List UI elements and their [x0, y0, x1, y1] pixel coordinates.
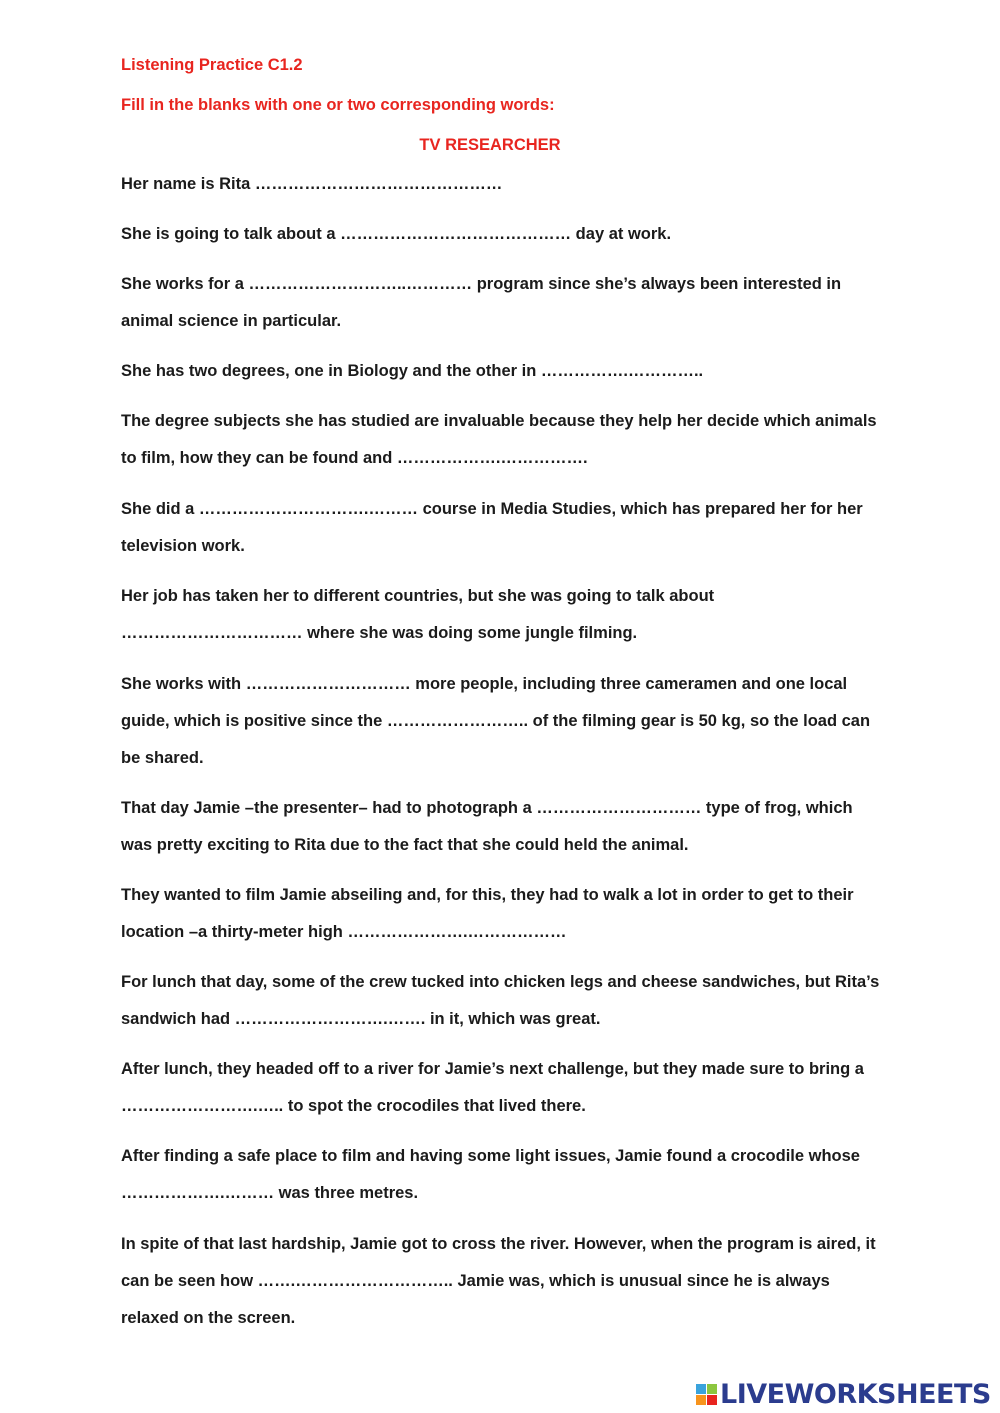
question-7: Her job has taken her to different countries, but she was going to talk about …………………………… where she was doing some jungle filming.	[121, 587, 715, 642]
question-11: For lunch that day, some of the crew tucked into chicken legs and cheese sandwiches, but Rita’s sandwich had ……………………….……. in it, which was great.	[121, 973, 880, 1028]
logo-text: LIVEWORKSHEETS	[720, 1378, 991, 1410]
worksheet-title: TV RESEARCHER	[419, 136, 561, 154]
question-10: They wanted to film Jamie abseiling and, for this, they had to walk a lot in order to get to their location –a thirty-meter high ………………….………………	[121, 886, 854, 941]
worksheet-instructions: Fill in the blanks with one or two corresponding words:	[121, 96, 555, 114]
question-14: In spite of that last hardship, Jamie got to cross the river. However, when the program is aired, it can be seen how …….……………………….. Jamie was, which is unusual since he is always relaxed on the screen.	[121, 1235, 876, 1327]
liveworksheets-logo	[696, 1377, 991, 1411]
worksheet-heading: Listening Practice C1.2	[121, 56, 303, 74]
question-8: She works with ………………………… more people, including three cameramen and one local guide, which is positive since the …………………….. of the filming gear is 50 kg, so the load can be shared.	[121, 675, 871, 767]
question-9: That day Jamie –the presenter– had to photograph a ………………………… type of frog, which was pretty exciting to Rita due to the fact that she could held the animal.	[121, 799, 853, 854]
question-4: She has two degrees, one in Biology and the other in …………….…………..	[121, 362, 704, 380]
question-1: Her name is Rita ………………………………………	[121, 175, 503, 193]
question-12: After lunch, they headed off to a river for Jamie’s next challenge, but they made sure to bring a …………………….….. to spot the crocodiles that lived there.	[121, 1060, 864, 1115]
question-3: She works for a ………………………..………… program since she’s always been interested in animal science in particular.	[121, 275, 842, 330]
question-13: After finding a safe place to film and having some light issues, Jamie found a crocodile whose ……………….……… was three metres.	[121, 1147, 860, 1202]
question-2: She is going to talk about a …………………………………… day at work.	[121, 225, 672, 243]
question-5: The degree subjects she has studied are invaluable because they help her decide which animals to film, how they can be found and ……………….…………….	[121, 412, 877, 467]
question-6: She did a ………………………….……… course in Media Studies, which has prepared her for her television work.	[121, 500, 863, 555]
liveworksheets-logo-icon	[696, 1384, 717, 1405]
